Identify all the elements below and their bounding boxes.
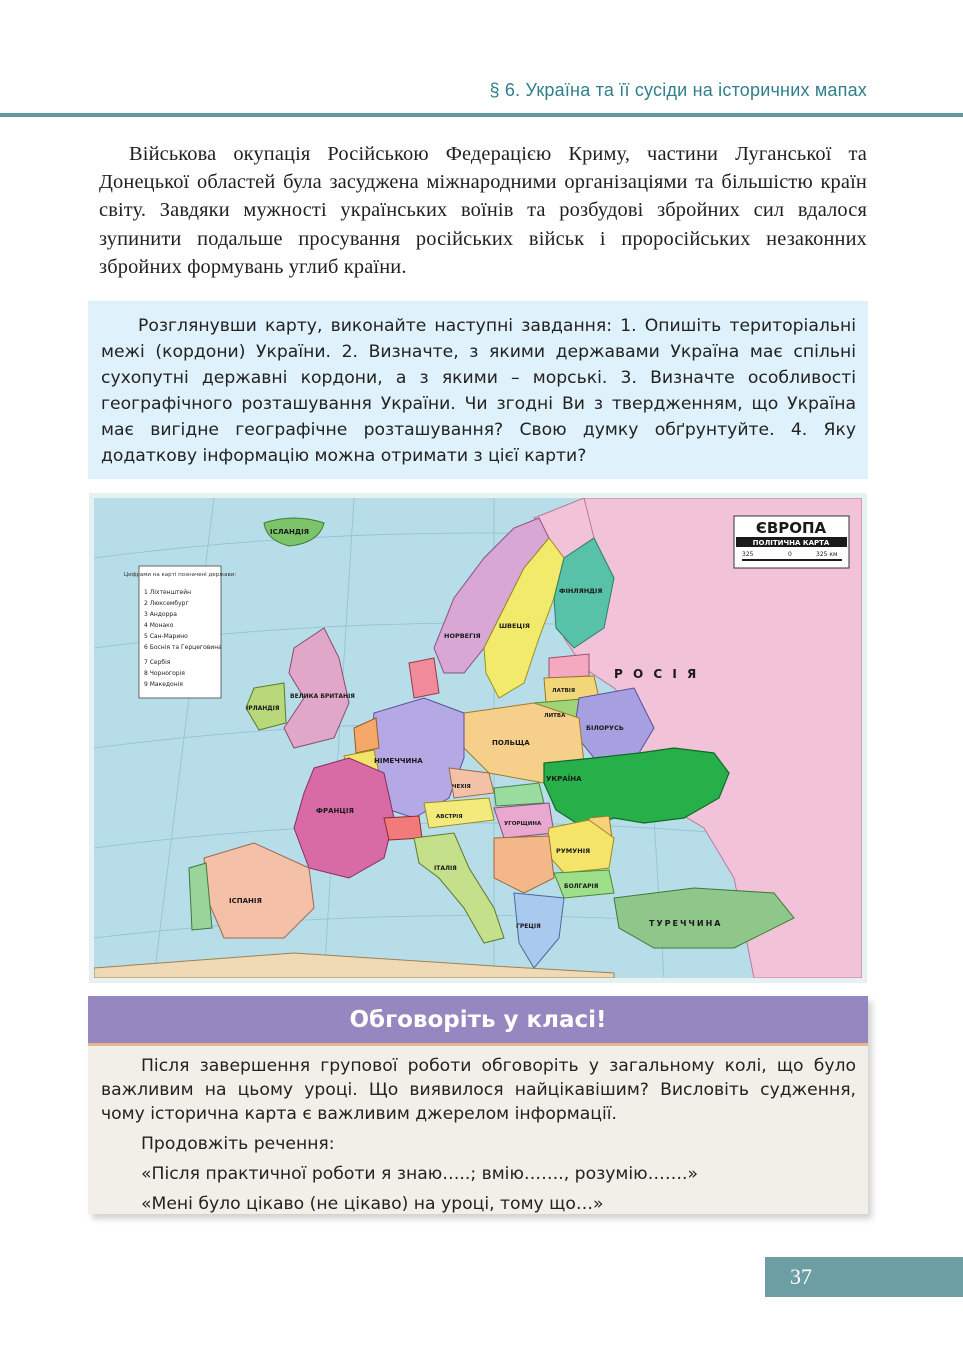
discussion-sentence-2: «Мені було цікаво (не цікаво) на уроці, тому що…» [141, 1194, 604, 1214]
task-box [88, 301, 868, 479]
map-title-box [734, 516, 849, 568]
label-bulgaria: БОЛГАРІЯ [564, 883, 599, 890]
legend-item: 3 Андорра [144, 611, 177, 618]
label-greece: ГРЕЦІЯ [516, 923, 541, 930]
section-title: § 6. Україна та її сусіди на історичних мапах [489, 80, 867, 100]
czech-shape [449, 768, 494, 798]
page-number: 37 [790, 1264, 812, 1289]
label-iceland: ІСЛАНДІЯ [270, 528, 310, 536]
map-subtitle: ПОЛІТИЧНА КАРТА [752, 539, 830, 547]
label-spain: ІСПАНІЯ [229, 897, 262, 905]
map-legend [124, 566, 236, 698]
label-hungary: УГОРЩИНА [504, 821, 542, 827]
label-france: ФРАНЦІЯ [316, 807, 354, 815]
page-header [0, 0, 963, 118]
label-russia: Р О С І Я [614, 667, 700, 681]
legend-item: 8 Чорногорія [144, 670, 185, 677]
label-belarus: БІЛОРУСЬ [586, 724, 624, 732]
page-number-box [765, 1257, 963, 1297]
legend-item: 5 Сан-Марино [144, 633, 188, 640]
label-germany: НІМЕЧЧИНА [374, 757, 423, 765]
legend-item: 6 Боснія та Герцеговина [144, 644, 222, 651]
scale-label-right: 325 км [816, 551, 838, 558]
label-romania: РУМУНІЯ [556, 847, 591, 855]
label-lithuania: ЛИТВА [544, 713, 566, 719]
label-ireland: ІРЛАНДІЯ [246, 705, 280, 712]
estonia-shape [549, 654, 589, 678]
discussion-prompt: Продовжіть речення: [141, 1134, 335, 1154]
scale-label-zero: 0 [788, 551, 792, 558]
discussion-body [88, 1046, 868, 1216]
discussion-header [88, 996, 868, 1046]
map-title: ЄВРОПА [755, 519, 827, 537]
legend-item: 9 Македонія [144, 681, 183, 688]
discussion-title: Обговоріть у класі! [349, 1006, 607, 1033]
discussion-paragraph: Після завершення групової роботи обговоріть у загальному колі, що було важливим на цьому уроці. Що виявилося найцікавішим? Висловіть судження, чому історична карта є важливим джерелом інформації. [101, 1056, 856, 1124]
discussion-sentence-1: «Після практичної роботи я знаю…..; вмію……., розумію…….» [141, 1164, 698, 1184]
legend-item: 4 Монако [144, 622, 174, 629]
legend-title: Цифрами на карті позначені держави: [123, 572, 237, 578]
legend-item: 7 Сербія [144, 659, 171, 666]
task-text: Розглянувши карту, виконайте наступні завдання: 1. Опишіть територіальні межі (кордони) України. 2. Визначте, з якими державами Україна має спільні сухопутні державні кордони, а з якими – морські. 3. Визначте особливості географічного розташування України. Чи згодні Ви з твердженням, що Україна має вигідне географічне розташування? Свою думку обґрунтуйте. 4. Яку додаткову інформацію можна отримати з цієї карти? [101, 316, 856, 466]
body-paragraph: Військова окупація Російською Федерацією Криму, частини Луганської та Донецької областей була засуджена міжнародними організаціями та більшістю країн світу. Завдяки мужності українських воїнів та розбудові збройних сил вдалося зупинити подальше просування російських військ і проросійських незаконних збройних формувань углиб країни. [99, 143, 867, 278]
label-uk: ВЕЛИКА БРИТАНІЯ [290, 693, 355, 700]
europe-political-map [89, 493, 867, 983]
map-svg [94, 498, 862, 978]
legend-item: 1 Ліхтенштейн [144, 589, 192, 596]
label-poland: ПОЛЬЩА [492, 739, 530, 747]
label-czech: ЧЕХІЯ [452, 784, 471, 790]
header-divider [0, 113, 963, 117]
discussion-box [88, 996, 868, 1214]
scale-label-left: 325 [742, 551, 754, 558]
label-latvia: ЛАТВІЯ [552, 688, 576, 694]
label-norway: НОРВЕГІЯ [444, 632, 481, 640]
denmark-shape [409, 658, 439, 698]
switzerland-shape [384, 816, 422, 840]
label-ukraine: УКРАЇНА [546, 775, 582, 783]
label-sweden: ШВЕЦІЯ [499, 622, 530, 630]
label-italy: ІТАЛІЯ [434, 865, 457, 872]
label-austria: АВСТРІЯ [436, 814, 463, 820]
label-turkey: ТУРЕЧЧИНА [649, 919, 723, 928]
label-finland: ФІНЛЯНДІЯ [559, 587, 603, 595]
legend-item: 2 Люксембург [144, 600, 189, 607]
